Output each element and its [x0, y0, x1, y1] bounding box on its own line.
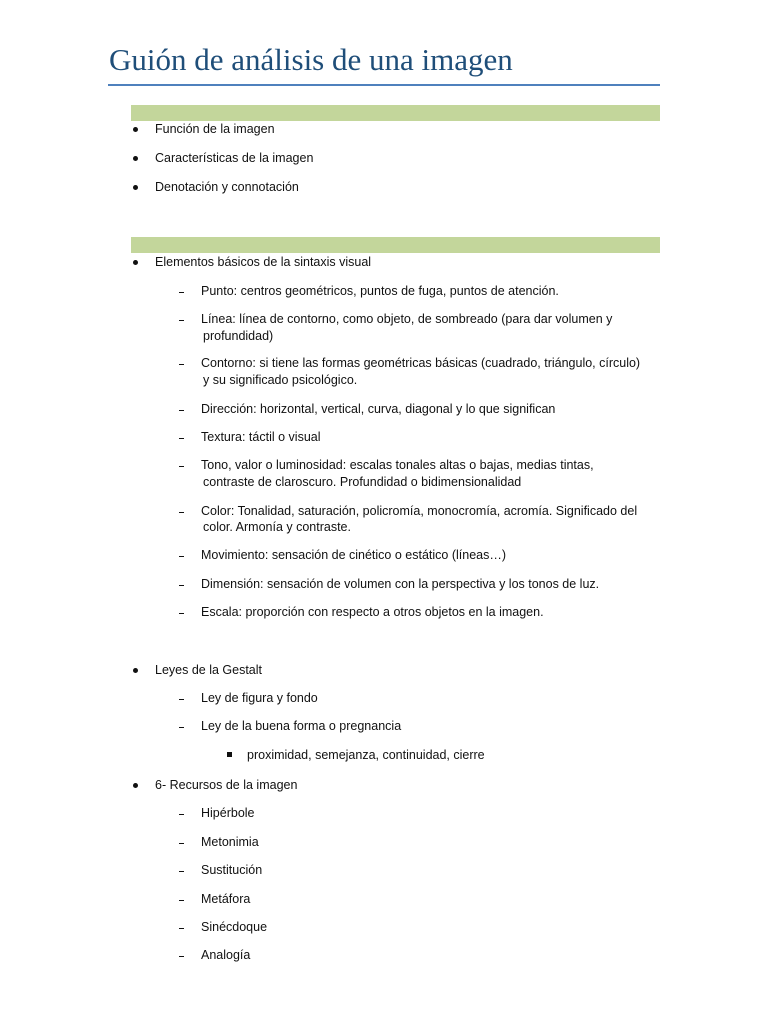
list-item: Ley de la buena forma o pregnancia [201, 719, 402, 733]
bullet-icon [133, 783, 138, 788]
sub-list-item: proximidad, semejanza, continuidad, cierre [247, 748, 485, 762]
section-heading: Leyes de la Gestalt [155, 663, 263, 677]
dash-icon [179, 585, 184, 586]
list-item: Contorno: si tiene las formas geométricas básicas (cuadrado, triángulo, círculo) [201, 356, 641, 370]
dash-icon [179, 699, 184, 700]
dash-icon [179, 613, 184, 614]
list-item: Dimensión: sensación de volumen con la perspectiva y los tonos de luz. [201, 577, 600, 591]
section-band-2 [131, 237, 660, 253]
dash-icon [179, 727, 184, 728]
bullet-icon [133, 156, 138, 161]
list-item: Punto: centros geométricos, puntos de fuga, puntos de atención. [201, 284, 559, 298]
list-item: Movimiento: sensación de cinético o estático (líneas…) [201, 548, 507, 562]
dash-icon [179, 871, 184, 872]
list-item: Dirección: horizontal, vertical, curva, diagonal y lo que significan [201, 402, 556, 416]
dash-icon [179, 466, 184, 467]
list-item: Sinécdoque [201, 920, 268, 934]
dash-icon [179, 410, 184, 411]
bullet-icon [133, 260, 138, 265]
list-item: Denotación y connotación [155, 180, 299, 194]
dash-icon [179, 556, 184, 557]
dash-icon [179, 814, 184, 815]
dash-icon [179, 438, 184, 439]
page-title: Guión de análisis de una imagen [109, 42, 513, 77]
section-band-1 [131, 105, 660, 121]
list-item: Tono, valor o luminosidad: escalas tonales altas o bajas, medias tintas, [201, 458, 594, 472]
bullet-icon [133, 185, 138, 190]
list-item: Línea: línea de contorno, como objeto, de sombreado (para dar volumen y [201, 312, 613, 326]
list-item: Características de la imagen [155, 151, 314, 165]
dash-icon [179, 512, 184, 513]
dash-icon [179, 292, 184, 293]
list-item: Hipérbole [201, 806, 255, 820]
bullet-icon [133, 127, 138, 132]
list-item-continuation: y su significado psicológico. [203, 373, 358, 387]
section-heading: 6- Recursos de la imagen [155, 778, 298, 792]
list-item: Función de la imagen [155, 122, 275, 136]
list-item: Metáfora [201, 892, 251, 906]
dash-icon [179, 364, 184, 365]
list-item: Sustitución [201, 863, 263, 877]
dash-icon [179, 928, 184, 929]
list-item: Color: Tonalidad, saturación, policromía, monocromía, acromía. Significado del [201, 504, 638, 518]
list-item: Metonimia [201, 835, 259, 849]
dash-icon [179, 900, 184, 901]
dash-icon [179, 320, 184, 321]
list-item: Escala: proporción con respecto a otros objetos en la imagen. [201, 605, 544, 619]
list-item-continuation: contraste de claroscuro. Profundidad o bidimensionalidad [203, 475, 522, 489]
dash-icon [179, 956, 184, 957]
list-item-continuation: profundidad) [203, 329, 274, 343]
bullet-icon [133, 668, 138, 673]
dash-icon [179, 843, 184, 844]
square-bullet-icon [227, 752, 232, 757]
list-item: Textura: táctil o visual [201, 430, 321, 444]
section-heading: Elementos básicos de la sintaxis visual [155, 255, 372, 269]
list-item-continuation: color. Armonía y contraste. [203, 520, 351, 534]
list-item: Ley de figura y fondo [201, 691, 318, 705]
list-item: Analogía [201, 948, 251, 962]
title-underline [108, 84, 660, 86]
